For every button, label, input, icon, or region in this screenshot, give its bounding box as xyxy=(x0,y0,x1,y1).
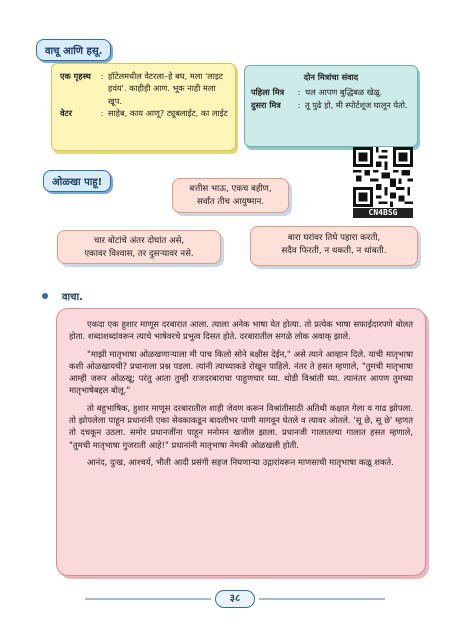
footer-divider-right xyxy=(259,598,385,600)
dialogue-text: तू पुढे हो, मी स्पोर्टशूज घालून येतो. xyxy=(305,99,408,110)
story-box xyxy=(56,308,426,576)
dialogue-line: पहिला मित्र : चल आपण बुद्धिबळ खेळू. xyxy=(251,86,411,98)
page-number: ३८ xyxy=(215,590,255,608)
story-paragraph: एकदा एक हुशार माणूस दरबारात आला. त्याला अनेक भाषा येत होत्या. तो प्रत्येक भाषा सफाईदारपणे बोलत होता. शब्दाशब्दांवरून त्याचे भाषेवरचे प्रभुत्व दिसत होते. दरबारातील सगळे लोक अवाक् झाले. xyxy=(69,319,413,342)
riddle-line: एकावर विश्वास, तर दुसऱ्यावर नसे. xyxy=(84,249,194,259)
read-heading-text: वाचा. xyxy=(62,292,83,303)
riddle-card-center xyxy=(172,178,289,213)
dialogue-text: हॉटेलमधील वेटरला–हे बघ, मला 'लाइट हवंय'. काहीही आण. भूक नाही मला खूप. xyxy=(108,71,224,106)
qr-code-icon[interactable] xyxy=(353,147,413,207)
read-section-heading xyxy=(42,289,83,303)
dialogue-text: चल आपण बुद्धिबळ खेळू. xyxy=(305,87,383,98)
riddle-card-right xyxy=(250,226,418,266)
footer-divider-left xyxy=(85,598,211,600)
riddle-line: बत्तीस भाऊ, एकच बहीण, xyxy=(189,184,272,194)
story-paragraph: आनंद, दुःख, आश्चर्य, भीती आदी प्रसंगी सहज निघणाऱ्या उद्गारांवरून माणसाची मातृभाषा कळू शकते. xyxy=(87,456,394,467)
riddle-card-left xyxy=(57,230,221,264)
qr-code-caption: CN4BSG xyxy=(353,208,413,218)
riddle-line: सदैव फिरती, न थकती, न थांबती. xyxy=(281,246,387,256)
speaker-label: दुसरा मित्र xyxy=(251,99,281,110)
story-paragraph: तो बहुभाषिक, हुशार माणूस दरबारातील शाही जेवण करून विश्रांतीसाठी अतिथी कक्षात गेला व गाढ झोपला. तो झोपलेला पाहून प्रधानांनी एका सेवकाकडून बादलीभर पाणी मागवून घेतले व त्यावर ओतले. 'सू छे, सू छे' म्हणत तो दचकून उठला. समोर प्रधानजींना पाहून मनोमन खजील झाला. प्रधानजी गालातल्या गालात हसत म्हणाले, "तुमची मातृभाषा गुजराती आहे!" प्रधानांनी मातृभाषा नेमकी ओळखली होती. xyxy=(69,402,413,450)
dialogue-text: साहेब, काय आणू? ट्यूबलाईट, का लाईट xyxy=(108,108,228,119)
page-footer xyxy=(85,590,385,608)
dialogue-line: वेटर : साहेब, काय आणू? ट्यूबलाईट, का लाईट xyxy=(60,108,228,119)
friends-dialogue-box xyxy=(244,65,418,147)
hotel-joke-box xyxy=(51,63,236,151)
dialogue-line: एक गृहस्थ : हॉटेलमधील वेटरला–हे बघ, मला 'लाइट हवंय'. काहीही आण. भूक नाही मला खूप. xyxy=(60,70,229,107)
riddle-line: बारा घरांवर तिघे पहारा करती, xyxy=(287,233,381,243)
speaker-label: वेटर xyxy=(60,108,73,119)
section-tag-read-and-laugh: वाचू आणि हसू. xyxy=(36,39,111,61)
story-paragraph: "माझी मातृभाषा ओळखणाऱ्याला मी पाच किलो सोने बक्षीस देईन," असे त्याने आव्हान दिले. याची मातृभाषा कशी ओळखायची? प्रधानाला प्रश्न पडला. त्यांनी त्याच्याकडे रोखून पाहिले. नंतर ते हसत म्हणाले, "तुमची मातृभाषा आम्ही जरूर ओळखू; परंतु आता तुम्ही राजदरबाराचा पाहुणचार घ्या. थोडी विश्रांती घ्या. त्यानंतर आपण तुमच्या मातृभाषेबद्दल बोलू." xyxy=(69,348,413,396)
section-tag-identify: ओळखा पाहू! xyxy=(43,170,111,192)
speaker-label: पहिला मित्र xyxy=(251,87,285,98)
dialogue-line: दुसरा मित्र : तू पुढे हो, मी स्पोर्टशूज घालून येतो. xyxy=(251,99,411,111)
bullet-icon xyxy=(42,293,48,299)
friends-dialogue-title: दोन मित्रांचा संवाद xyxy=(303,72,359,82)
riddle-line: सर्वांत तीच आयुष्मान. xyxy=(196,197,265,207)
riddle-line: चार बोटांचे अंतर दोघांत असे, xyxy=(93,236,185,246)
speaker-label: एक गृहस्थ xyxy=(60,71,91,81)
